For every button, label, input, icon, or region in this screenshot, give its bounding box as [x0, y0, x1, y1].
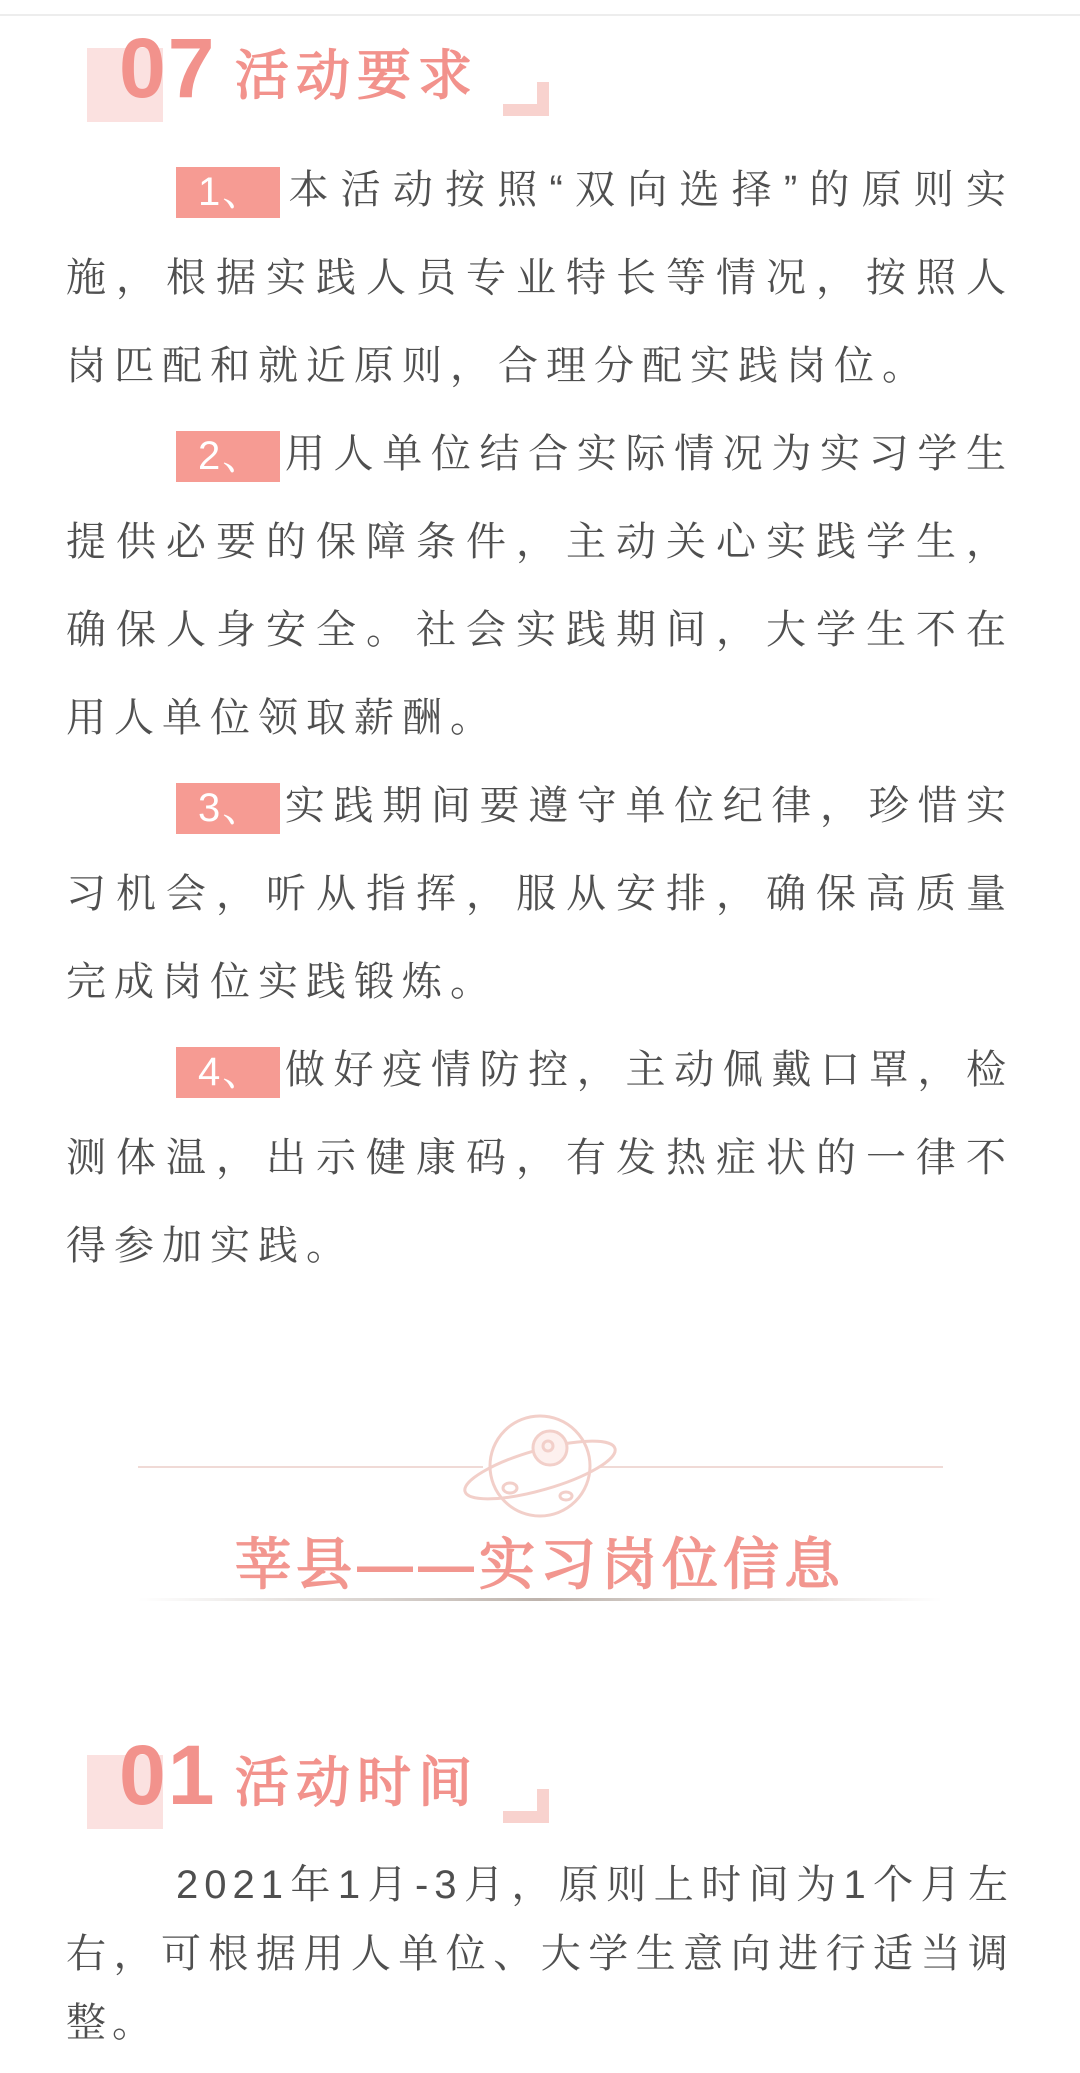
- corner-bracket-icon: [503, 1789, 549, 1823]
- banner-underline: [138, 1598, 942, 1601]
- requirement-text: 用人单位结合实际情况为实习学生提供必要的保障条件，主动关心实践学生，确保人身安全。社会实践期间，大学生不在用人单位领取薪酬。: [66, 432, 1014, 740]
- section-header-requirements: [87, 21, 487, 145]
- requirements-body: [66, 146, 1014, 1290]
- planet-icon: [458, 1404, 622, 1532]
- corner-bracket-icon: [503, 82, 549, 116]
- section-title: 活动要求: [235, 46, 479, 106]
- planet-divider: [0, 1404, 1080, 1532]
- requirement-item: [66, 146, 1014, 410]
- time-body: [66, 1851, 1014, 2058]
- time-text: 2021年1月-3月，原则上时间为1个月左右，可根据用人单位、大学生意向进行适当调整。: [66, 1863, 1014, 2045]
- section-number: 07: [119, 21, 217, 115]
- requirement-item: [66, 410, 1014, 762]
- requirement-text: 做好疫情防控，主动佩戴口罩，检测体温，出示健康码，有发热症状的一律不得参加实践。: [66, 1048, 1014, 1268]
- section-number: 01: [119, 1728, 217, 1822]
- requirement-text: 本活动按照“双向选择”的原则实施，根据实践人员专业特长等情况，按照人岗匹配和就近原则，合理分配实践岗位。: [66, 168, 1014, 388]
- section-header-time: [87, 1728, 487, 1852]
- requirement-text: 实践期间要遵守单位纪律，珍惜实习机会，听从指挥，服从安排，确保高质量完成岗位实践锻炼。: [66, 784, 1014, 1004]
- item-number-badge: 4、: [176, 1047, 280, 1098]
- item-number-badge: 1、: [176, 167, 280, 218]
- item-number-badge: 3、: [176, 783, 280, 834]
- divider-line-left: [138, 1466, 483, 1468]
- item-number-badge: 2、: [176, 431, 280, 482]
- requirement-item: [66, 1026, 1014, 1290]
- county-banner-title: 莘县——实习岗位信息: [235, 1533, 845, 1596]
- divider-line-right: [598, 1466, 943, 1468]
- section-title: 活动时间: [235, 1753, 479, 1813]
- requirement-item: [66, 762, 1014, 1026]
